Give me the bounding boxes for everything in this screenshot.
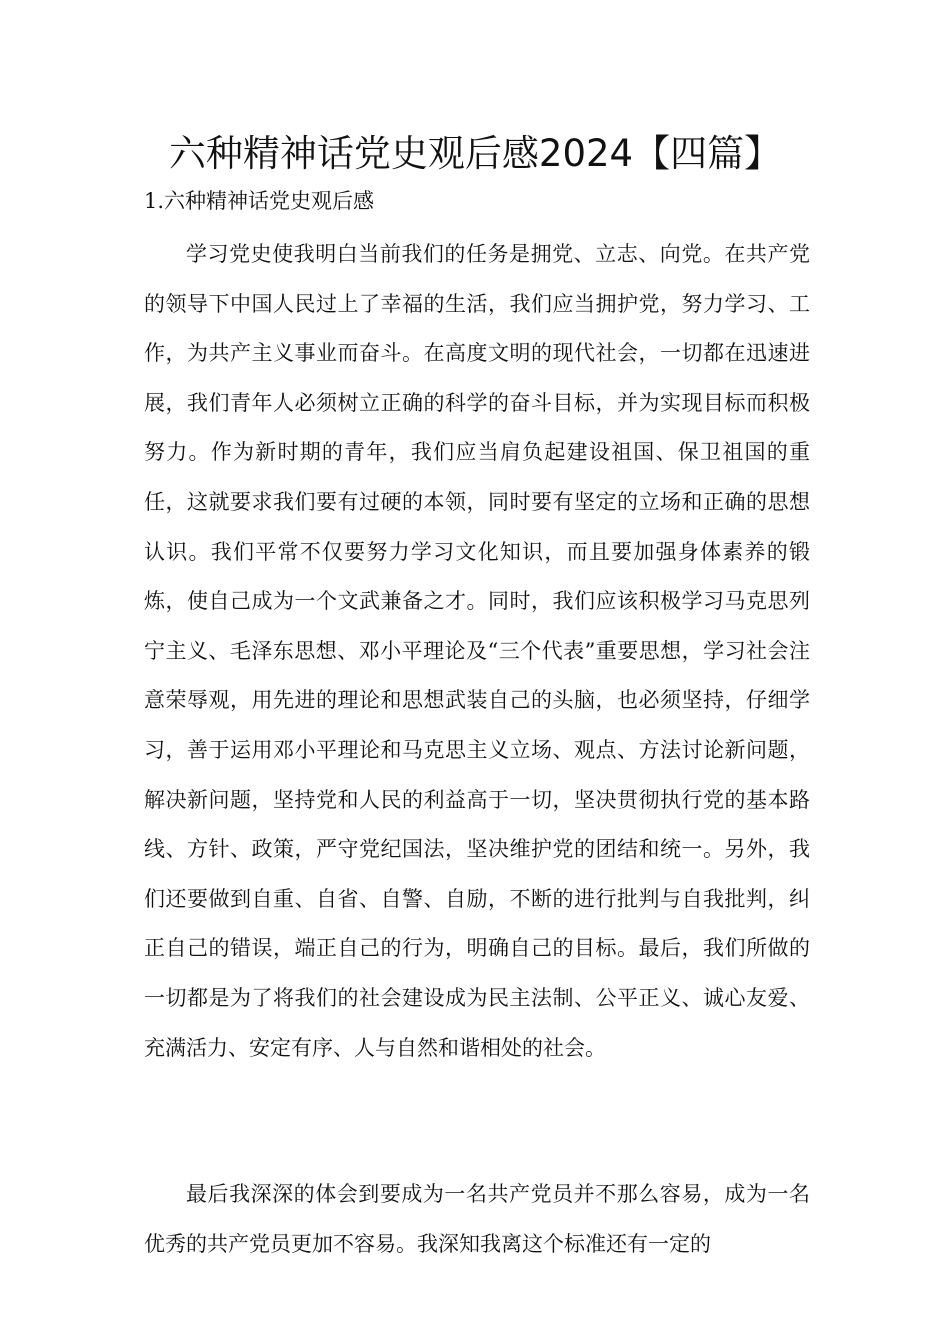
body-paragraph: 学习党史使我明白当前我们的任务是拥党、立志、向党。在共产党的领导下中国人民过上了幸福的生活，我们应当拥护党，努力学习、工作，为共产主义事业而奋斗。在高度文明的现代社会，一切都在迅速进展，我们青年人必须树立正确的科学的奋斗目标，并为实现目标而积极努力。作为新时期的青年，我们应当肩负起建设祖国、保卫祖国的重任，这就要求我们要有过硬的本领，同时要有坚定的立场和正确的思想认识。我们平常不仅要努力学习文化知识，而且要加强身体素养的锻炼，使自己成为一个文武兼备之才。同时，我们应该积极学习马克思列宁主义、毛泽东思想、邓小平理论及“三个代表”重要思想，学习社会注意荣辱观，用先进的理论和思想武装自己的头脑，也必须坚持，仔细学习，善于运用邓小平理论和马克思主义立场、观点、方法讨论新问题，解决新问题，坚持党和人民的利益高于一切，坚决贯彻执行党的基本路线、方针、政策，严守党纪国法，坚决维护党的团结和统一。另外，我们还要做到自重、自省、自警、自励，不断的进行批判与自我批判，纠正自己的错误，端正自己的行为，明确自己的目标。最后，我们所做的一切都是为了将我们的社会建设成为民主法制、公平正义、诚心友爱、充满活力、安定有序、人与自然和谐相处的社会。 <box>144 242 810 1060</box>
section-heading: 1.六种精神话党史观后感 <box>144 189 375 213</box>
document-title: 六种精神话党史观后感2024【四篇】 <box>168 132 782 175</box>
body-paragraph: 最后我深深的体会到要成为一名共产党员并不那么容易，成为一名优秀的共产党员更加不容易。我深知我离这个标准还有一定的 <box>144 1182 810 1256</box>
